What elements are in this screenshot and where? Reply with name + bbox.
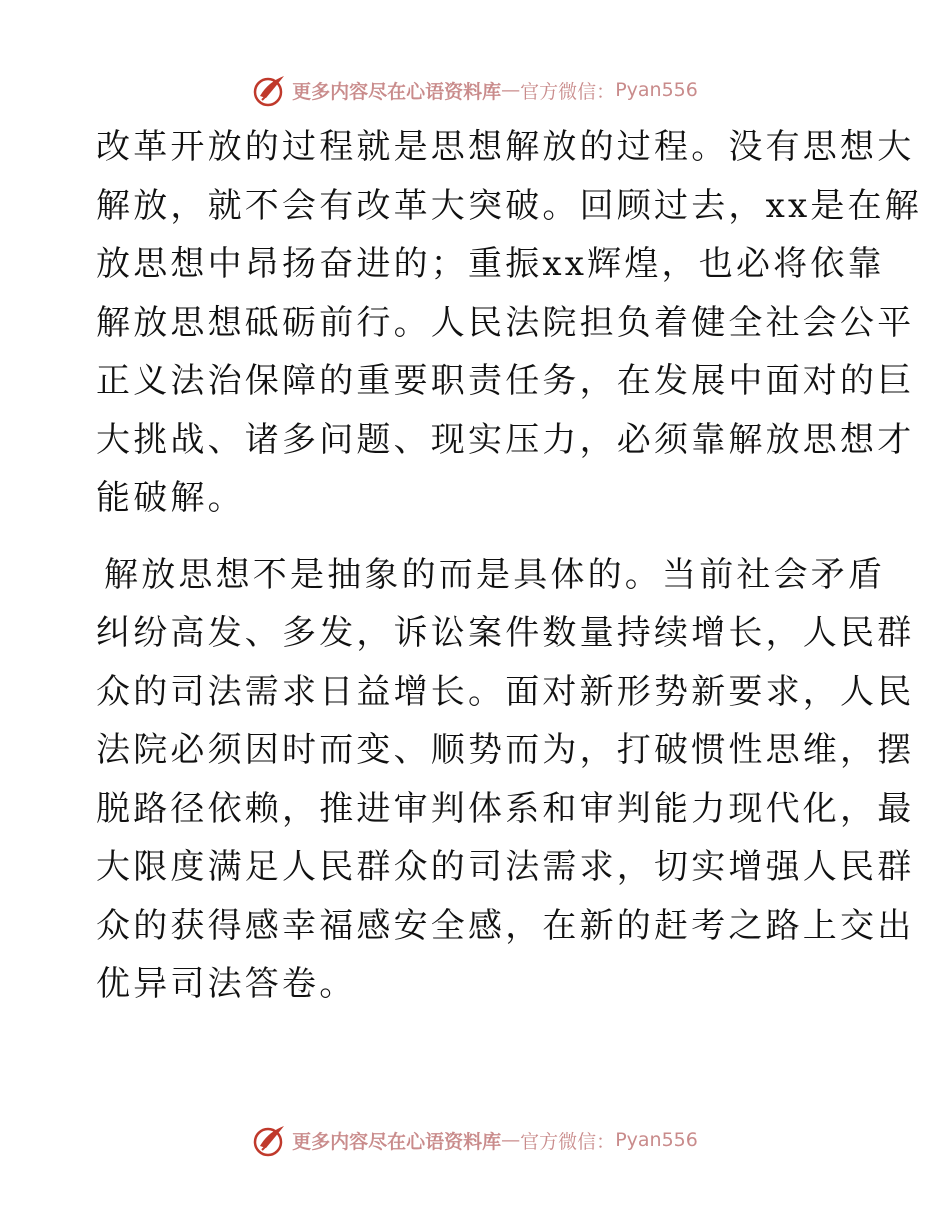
paragraph-line: 放思想中昂扬奋进的；重振xx辉煌，也必将依靠 — [96, 244, 885, 284]
paragraph-line: 法院必须因时而变、顺势而为，打破惯性思维，摆 — [96, 730, 915, 770]
paragraph-line: 大限度满足人民群众的司法需求，切实增强人民群 — [96, 847, 915, 887]
paragraph-line: 正义法治保障的重要职责任务，在发展中面对的巨 — [96, 361, 915, 401]
header-watermark — [0, 70, 950, 110]
watermark-separator: — — [501, 79, 521, 101]
paragraph-line: 脱路径依赖，推进审判体系和审判能力现代化，最 — [96, 788, 915, 829]
paragraph-line: 解放，就不会有改革大突破。回顾过去，xx是在解 — [96, 185, 922, 226]
paragraph-line: 解放思想砥砺前行。人民法院担负着健全社会公平 — [96, 302, 915, 343]
paragraph-line: 众的司法需求日益增长。面对新形势新要求，人民 — [96, 671, 915, 712]
watermark-wechat-id: Pyan556 — [615, 1129, 698, 1151]
watermark-wechat-label: 官方微信： — [520, 80, 616, 103]
quill-logo-icon — [252, 1122, 288, 1158]
watermark-wechat-label: 官方微信： — [520, 1130, 616, 1153]
paragraph-2 — [96, 546, 915, 1014]
paragraph-line: 纠纷高发、多发，诉讼案件数量持续增长，人民群 — [96, 613, 915, 653]
watermark-wechat-id: Pyan556 — [615, 79, 698, 101]
paragraph-line: 改革开放的过程就是思想解放的过程。没有思想大 — [96, 127, 915, 167]
paragraph-line: 解放思想不是抽象的而是具体的。当前社会矛盾 — [104, 554, 886, 595]
watermark-separator: — — [501, 1129, 521, 1151]
paragraph-line: 优异司法答卷。 — [96, 964, 357, 1004]
watermark-main-text: 更多内容尽在心语资料库 — [292, 1130, 502, 1153]
paragraph-line: 大挑战、诸多问题、现实压力，必须靠解放思想才 — [96, 419, 915, 460]
footer-watermark — [0, 1120, 950, 1160]
document-body — [96, 118, 922, 1014]
paragraph-line: 能破解。 — [96, 478, 245, 518]
watermark-main-text: 更多内容尽在心语资料库 — [292, 80, 502, 103]
paragraph-1 — [96, 118, 922, 528]
paragraph-line: 众的获得感幸福感安全感，在新的赶考之路上交出 — [96, 905, 915, 946]
quill-logo-icon — [252, 72, 288, 108]
